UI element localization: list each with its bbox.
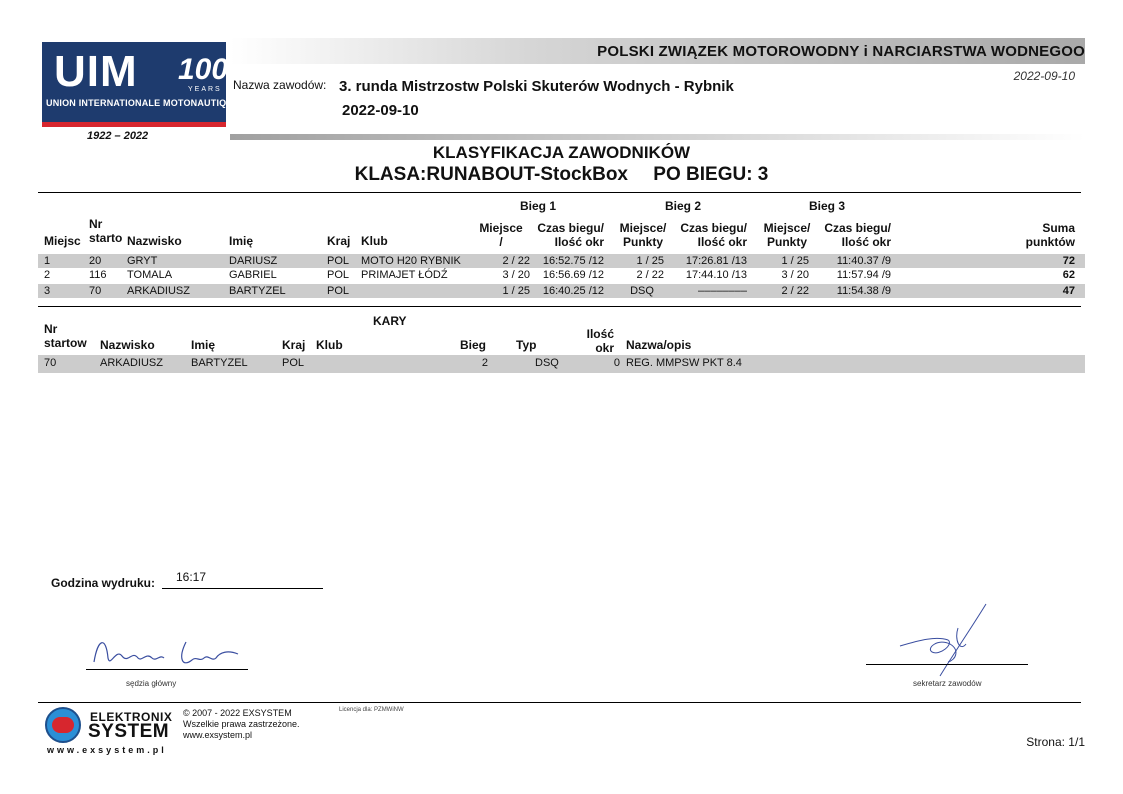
- col-place: Miejsc: [44, 234, 81, 248]
- print-time-underline: [162, 588, 323, 589]
- pen-col-start-no-line1: Nr: [44, 322, 58, 336]
- competition-date: 2022-09-10: [342, 102, 419, 119]
- col-b2-time: [672, 221, 747, 249]
- cell-b3-place: 1 / 25: [781, 255, 809, 267]
- pen-col-start-no: [44, 322, 87, 350]
- judge-label: sędzia główny: [126, 679, 177, 688]
- cell-b1-time: 16:56.69 /12: [542, 269, 604, 281]
- cell-b1-place: 3 / 20: [502, 269, 530, 281]
- competition-label: Nazwa zawodów:: [233, 78, 327, 92]
- class-label: KLASA:RUNABOUT-StockBox: [354, 164, 629, 185]
- cell-country: POL: [327, 269, 350, 281]
- header-sub-band: [230, 134, 1085, 140]
- brand-www: www.exsystem.pl: [47, 745, 167, 755]
- class-title: [0, 164, 1123, 186]
- cell-start-no: 70: [89, 285, 102, 297]
- pen-cell-name: BARTYZEL: [191, 357, 248, 369]
- col-b1-time-line2: Ilość okr: [554, 235, 604, 249]
- col-b1-place-line2: /: [499, 235, 503, 249]
- judge-signature-line: [86, 669, 248, 670]
- col-surname: Nazwisko: [127, 234, 182, 248]
- cell-country: POL: [327, 285, 350, 297]
- col-sum-line2: punktów: [1025, 235, 1075, 249]
- copyright-line3: www.exsystem.pl: [183, 730, 253, 740]
- secretary-label: sekretarz zawodów: [913, 679, 982, 688]
- divider: [38, 306, 1081, 307]
- col-start-no-line1: Nr: [89, 217, 103, 231]
- pen-col-name: Imię: [191, 338, 216, 352]
- uim-logo-stripe: [42, 122, 226, 127]
- years-range: 1922 – 2022: [87, 130, 149, 142]
- page-number: Strona: 1/1: [1026, 735, 1085, 749]
- uim-logo-text: UIM: [54, 47, 138, 96]
- cell-start-no: 116: [89, 269, 107, 281]
- pen-cell-type: DSQ: [535, 357, 559, 369]
- col-b2-place: [616, 221, 670, 249]
- cell-sum: 72: [1062, 255, 1075, 267]
- cell-name: BARTYZEL: [229, 285, 286, 297]
- col-b3-place: [760, 221, 814, 249]
- cell-surname: GRYT: [127, 255, 158, 267]
- cell-country: POL: [327, 255, 350, 267]
- secretary-signature-icon: [890, 600, 1000, 685]
- exsystem-logo-inner: [52, 717, 74, 733]
- cell-b2-place: DSQ: [630, 285, 654, 297]
- col-b3-place-line2: Punkty: [766, 235, 807, 249]
- col-b1-time-line1: Czas biegu/: [537, 221, 604, 235]
- brand-line2: SYSTEM: [88, 721, 170, 742]
- pen-col-club: Klub: [316, 338, 343, 352]
- organization-name: POLSKI ZWIĄZEK MOTOROWODNY i NARCIARSTWA WODNEGOO: [597, 43, 1085, 60]
- copyright: [183, 708, 300, 741]
- footer-divider: [38, 702, 1081, 703]
- uim-logo-subtitle: UNION INTERNATIONALE MOTONAUTIQUE: [46, 98, 240, 108]
- pen-col-desc: Nazwa/opis: [626, 338, 692, 352]
- col-b2-place-line1: Miejsce/: [619, 221, 667, 235]
- race3-header: Bieg 3: [809, 199, 846, 213]
- print-time-label: Godzina wydruku:: [51, 576, 156, 590]
- col-b3-place-line1: Miejsce/: [763, 221, 811, 235]
- after-race-label: PO BIEGU: 3: [653, 164, 769, 185]
- pen-cell-laps: 0: [613, 357, 620, 369]
- cell-b3-time: 11:40.37 /9: [836, 255, 891, 267]
- cell-b2-place: 1 / 25: [636, 255, 664, 267]
- col-club: Klub: [361, 234, 388, 248]
- cell-sum: 47: [1062, 285, 1075, 297]
- table-row: [38, 355, 1085, 373]
- race2-header: Bieg 2: [665, 199, 702, 213]
- uim-logo-years: 100: [178, 53, 229, 86]
- divider: [38, 192, 1081, 193]
- col-b3-time-line1: Czas biegu/: [824, 221, 891, 235]
- print-time-value: 16:17: [176, 570, 207, 584]
- cell-place: 3: [44, 285, 51, 297]
- pen-col-laps-line2: okr: [595, 341, 614, 355]
- cell-club: MOTO H20 RYBNIK: [361, 255, 461, 267]
- uim-logo-years-label: YEARS: [188, 86, 222, 93]
- cell-b3-place: 2 / 22: [781, 285, 809, 297]
- cell-b3-place: 3 / 20: [781, 269, 809, 281]
- table-row: [38, 254, 1085, 268]
- cell-start-no: 20: [89, 255, 102, 267]
- pen-cell-race: 2: [481, 357, 488, 369]
- page-title: KLASYFIKACJA ZAWODNIKÓW: [432, 143, 691, 162]
- cell-sum: 62: [1062, 269, 1075, 281]
- col-country: Kraj: [327, 234, 351, 248]
- cell-b1-time: 16:40.25 /12: [542, 285, 604, 297]
- cell-club: PRIMAJET ŁÓDŹ: [361, 269, 448, 281]
- cell-b3-time: 11:54.38 /9: [836, 285, 891, 297]
- col-b2-place-line2: Punkty: [622, 235, 663, 249]
- cell-b2-time: 17:44.10 /13: [685, 269, 747, 281]
- judge-signature-icon: [86, 628, 256, 673]
- pen-cell-country: POL: [282, 357, 305, 369]
- competition-name: 3. runda Mistrzostw Polski Skuterów Wodnych - Rybnik: [339, 78, 734, 95]
- cell-name: DARIUSZ: [229, 255, 278, 267]
- pen-col-type: Typ: [516, 338, 537, 352]
- pen-col-surname: Nazwisko: [100, 338, 155, 352]
- pen-cell-surname: ARKADIUSZ: [100, 357, 163, 369]
- col-name: Imię: [229, 234, 254, 248]
- cell-b3-time: 11:57.94 /9: [836, 269, 891, 281]
- cell-b2-place: 2 / 22: [636, 269, 664, 281]
- col-start-no: [89, 217, 122, 245]
- cell-place: 1: [44, 255, 51, 267]
- race1-header: Bieg 1: [520, 199, 557, 213]
- cell-name: GABRIEL: [229, 269, 277, 281]
- report-date: 2022-09-10: [1013, 69, 1075, 83]
- cell-b2-time: 17:26.81 /13: [685, 255, 747, 267]
- table-row: [38, 284, 1085, 298]
- pen-col-race: Bieg: [460, 338, 487, 352]
- secretary-signature-line: [866, 664, 1028, 665]
- pen-col-country: Kraj: [282, 338, 306, 352]
- cell-b1-place: 1 / 25: [502, 285, 530, 297]
- penalties-title: KARY: [373, 314, 407, 328]
- col-sum-line1: Suma: [1042, 221, 1075, 235]
- copyright-line2: Wszelkie prawa zastrzeżone.: [183, 719, 300, 729]
- pen-col-laps-line1: Ilość: [586, 327, 614, 341]
- license-text: Licencja dla: PZMWiNW: [339, 707, 404, 713]
- cell-b1-place: 2 / 22: [502, 255, 530, 267]
- pen-col-laps: [572, 327, 614, 355]
- cell-b1-time: 16:52.75 /12: [542, 255, 604, 267]
- col-b1-place-line1: Miejsce: [479, 221, 523, 235]
- cell-surname: ARKADIUSZ: [127, 285, 190, 297]
- cell-surname: TOMALA: [127, 269, 173, 281]
- cell-place: 2: [44, 269, 51, 281]
- col-b3-time-line2: Ilość okr: [841, 235, 891, 249]
- col-b2-time-line1: Czas biegu/: [680, 221, 747, 235]
- pen-cell-desc: REG. MMPSW PKT 8.4: [626, 357, 742, 369]
- brand-line1: ELEKTRONIX: [90, 710, 173, 724]
- pen-cell-start-no: 70: [44, 357, 57, 369]
- col-b3-time: [816, 221, 891, 249]
- col-b1-time: [530, 221, 604, 249]
- cell-b2-time: ––––––––: [698, 285, 747, 297]
- table-row: [38, 268, 1085, 282]
- col-b2-time-line2: Ilość okr: [697, 235, 747, 249]
- col-b1-place: [474, 221, 528, 249]
- col-start-no-line2: starto: [89, 231, 123, 245]
- col-sum: [1000, 221, 1075, 249]
- copyright-line1: © 2007 - 2022 EXSYSTEM: [183, 708, 292, 718]
- pen-col-start-no-line2: startow: [44, 336, 87, 350]
